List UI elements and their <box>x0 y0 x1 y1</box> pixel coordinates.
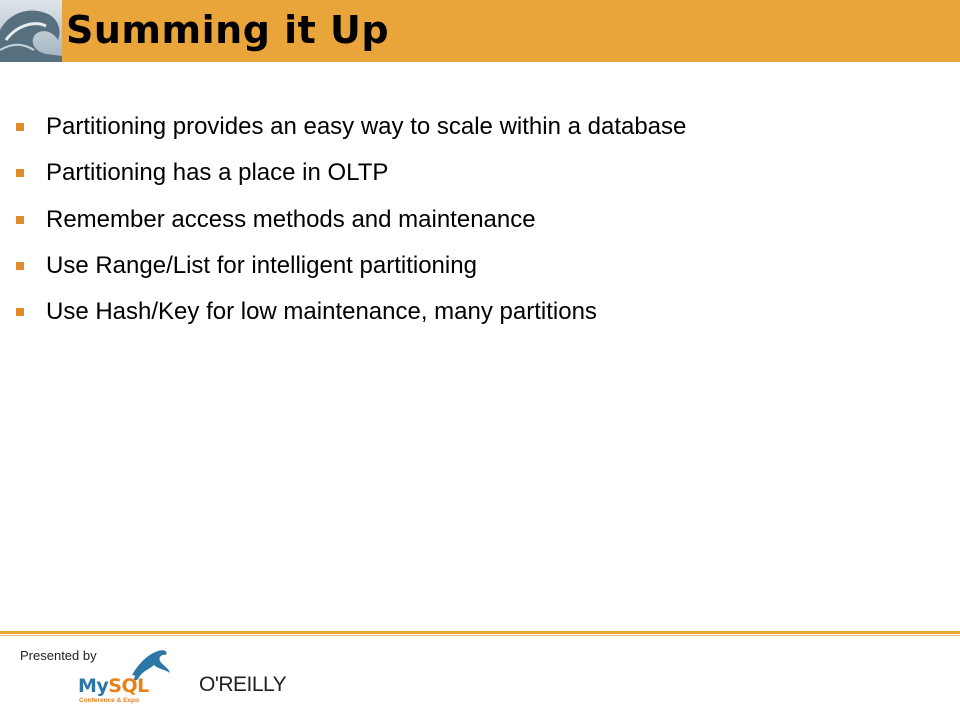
bullet-text: Remember access methods and maintenance <box>46 205 536 233</box>
slide-title: Summing it Up <box>66 8 390 52</box>
square-bullet-icon <box>16 216 24 224</box>
square-bullet-icon <box>16 123 24 131</box>
mysql-logo <box>78 645 178 705</box>
mysql-wordmark: MySQL <box>78 675 149 697</box>
footer-divider-thin <box>0 635 960 636</box>
footer-divider <box>0 631 960 634</box>
oreilly-logo: O'REILLY <box>199 673 287 696</box>
square-bullet-icon <box>16 169 24 177</box>
bullet-text: Partitioning provides an easy way to scale within a database <box>46 113 687 140</box>
bullet-text: Use Hash/Key for low maintenance, many partitions <box>46 298 597 326</box>
conference-expo-text: Conference & Expo <box>79 697 139 704</box>
bullet-text: Partitioning has a place in OLTP <box>46 159 389 187</box>
square-bullet-icon <box>16 262 24 270</box>
presented-by-label: Presented by <box>20 648 97 663</box>
bullet-text: Use Range/List for intelligent partitioning <box>46 251 477 279</box>
title-bar <box>0 0 960 62</box>
square-bullet-icon <box>16 308 24 316</box>
wave-image <box>0 0 62 62</box>
